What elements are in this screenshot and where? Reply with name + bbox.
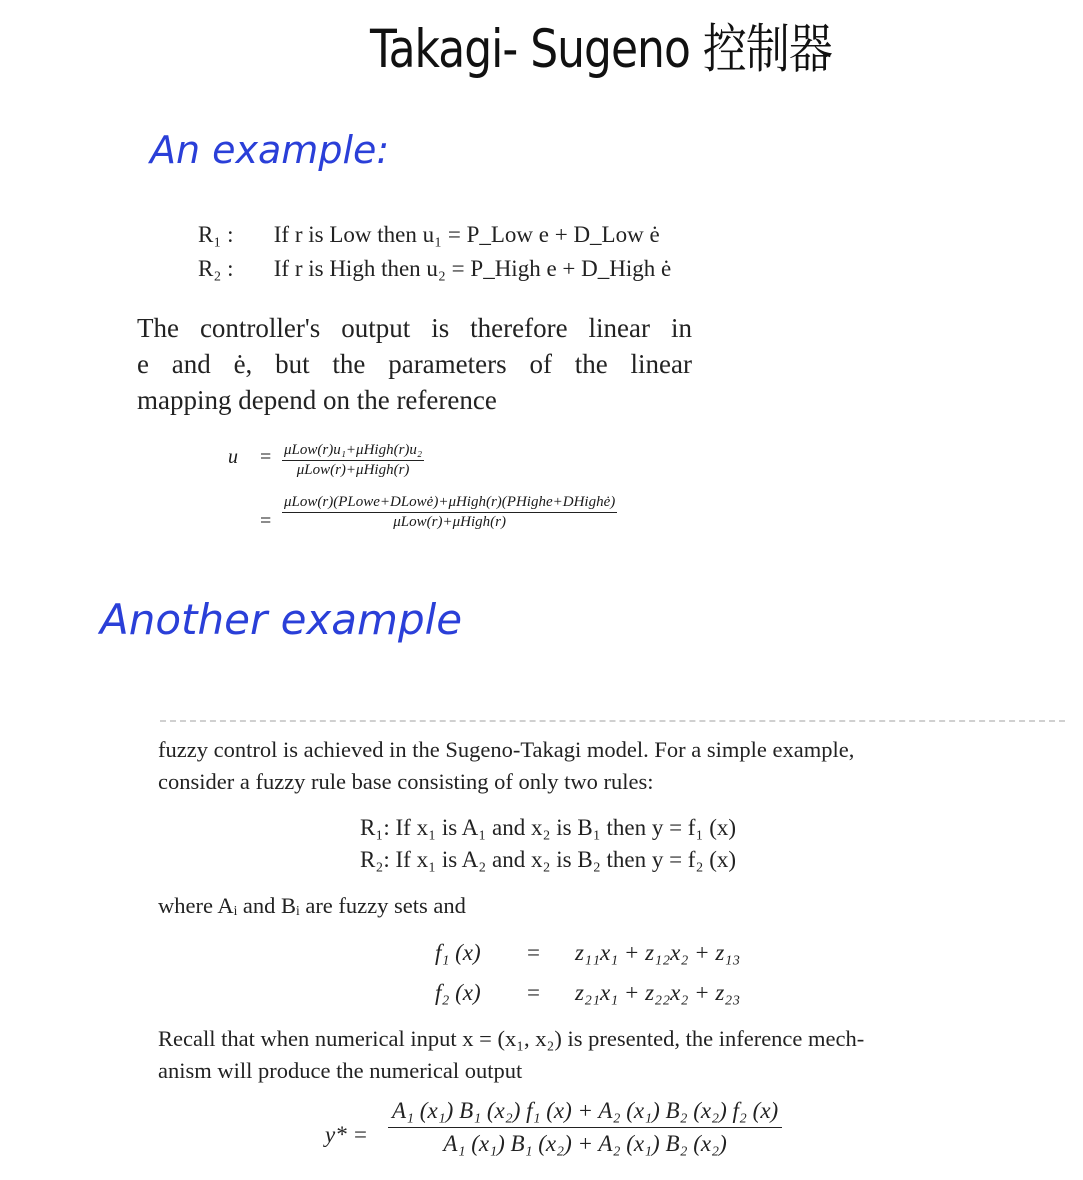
fraction-numerator: A₁ (x₁) B₁ (x₂) f₁ (x) + A₂ (x₁) B₂ (x₂) f₂ (x) (388, 1098, 782, 1128)
fraction-numerator: μLow(r)u₁+μHigh(r)u₂ (282, 442, 424, 461)
rule-r1-low (198, 222, 660, 248)
rule-label: R₂ : (198, 256, 234, 281)
recall-line-2: anism will produce the numerical output (158, 1058, 523, 1083)
rule-r1: R₁: If x₁ is A₁ and x₂ is B₁ then y = f₁ (x) (360, 815, 737, 840)
excerpt-divider (160, 720, 1065, 722)
equation-fraction-1 (282, 442, 424, 479)
paragraph-line: e and ė, but the parameters of the linear (137, 349, 692, 379)
sugeno-intro-line-2: consider a fuzzy rule base consisting of only two rules: (158, 769, 654, 794)
controller-output-paragraph (137, 310, 692, 418)
handwritten-another-example-label: Another example (100, 595, 463, 644)
fraction-numerator: μLow(r)(PLowe+DLowė)+μHigh(r)(PHighe+DHighė) (282, 494, 617, 513)
function-f2-rhs: z₂₁x₁ + z₂₂x₂ + z₂₃ (575, 980, 741, 1005)
equals-sign: = (527, 940, 540, 965)
equation-u-lhs: u (228, 446, 238, 468)
rule-text: If r is Low then u₁ = P_Low e + D_Low ė (273, 222, 660, 247)
output-lhs: y* = (325, 1122, 368, 1147)
function-f1-rhs: z₁₁x₁ + z₁₂x₂ + z₁₃ (575, 940, 741, 965)
fuzzy-sets-sentence: where Aᵢ and Bᵢ are fuzzy sets and (158, 893, 466, 918)
rule-label: R₁ : (198, 222, 234, 247)
function-f2-lhs: f₂ (x) (435, 980, 481, 1005)
paragraph-line: mapping depend on the reference (137, 385, 497, 415)
equation-fraction-2 (282, 494, 617, 531)
recall-line-1: Recall that when numerical input x = (x₁, x₂) is presented, the inference mech- (158, 1026, 865, 1051)
rule-r2: R₂: If x₁ is A₂ and x₂ is B₂ then y = f₂ (x) (360, 847, 737, 872)
function-f1-lhs: f₁ (x) (435, 940, 481, 965)
fraction-denominator: μLow(r)+μHigh(r) (393, 514, 506, 530)
sugeno-intro-line-1: fuzzy control is achieved in the Sugeno-Takagi model. For a simple example, (158, 737, 855, 762)
rule-text: If r is High then u₂ = P_High e + D_High ė (273, 256, 672, 281)
equals-sign: = (260, 510, 272, 532)
handwritten-example-label: An example: (150, 128, 390, 172)
handwritten-title: Takagi- Sugeno 控制器 (370, 19, 832, 81)
output-fraction (388, 1098, 782, 1157)
fraction-denominator: A₁ (x₁) B₁ (x₂) + A₂ (x₁) B₂ (x₂) (443, 1131, 727, 1156)
equals-sign: = (260, 446, 272, 468)
equals-sign: = (527, 980, 540, 1005)
fraction-denominator: μLow(r)+μHigh(r) (296, 462, 410, 478)
paragraph-line: The controller's output is therefore linear in (137, 313, 692, 343)
rule-r2-high (198, 256, 671, 282)
